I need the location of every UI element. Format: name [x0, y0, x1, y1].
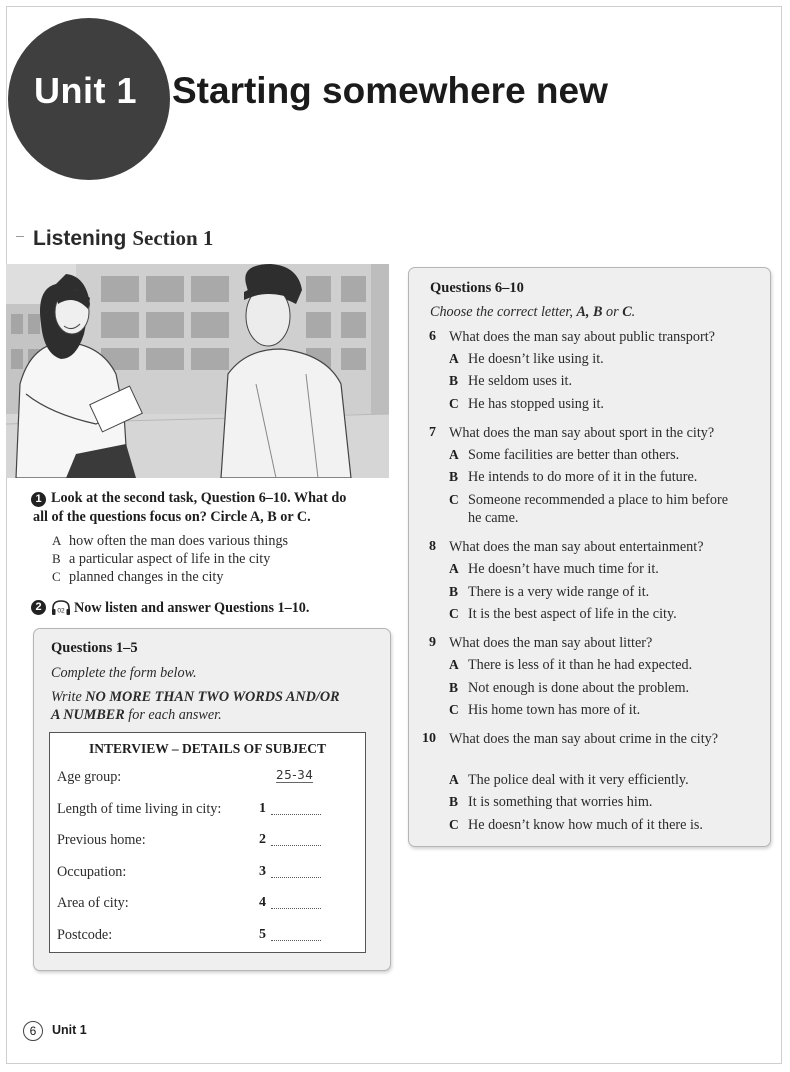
- task-2-number-badge: 2: [31, 600, 46, 615]
- heading-mark: [16, 236, 24, 237]
- section-label: Section 1: [132, 226, 214, 250]
- option-letter[interactable]: A: [449, 657, 459, 672]
- questions-1-5-instruction-2: [51, 689, 340, 706]
- option-text[interactable]: It is the best aspect of life in the city.: [468, 606, 677, 622]
- questions-1-5-instruction-1: Complete the form below.: [51, 665, 197, 681]
- form-label-previous-home: Previous home:: [57, 832, 146, 848]
- option-text: how often the man does various things: [69, 533, 289, 549]
- option-letter[interactable]: C: [449, 606, 459, 621]
- option-letter[interactable]: C: [449, 492, 459, 507]
- answer-number: 5: [259, 927, 266, 942]
- task-2-instruction: Now listen and answer Questions 1–10.: [74, 600, 310, 616]
- task-1-number-badge: 1: [31, 492, 46, 507]
- option-letter[interactable]: A: [449, 351, 459, 366]
- option-text[interactable]: There is a very wide range of it.: [468, 584, 650, 600]
- question-number: 10: [422, 731, 436, 746]
- question-text: What does the man say about sport in the city?: [449, 425, 715, 441]
- question-number: 7: [429, 425, 436, 440]
- form-label-postcode: Postcode:: [57, 927, 113, 943]
- page-number: 6: [23, 1021, 43, 1041]
- handwritten-answer: 25-34: [276, 768, 314, 782]
- option-letter[interactable]: C: [449, 817, 459, 832]
- question-number: 6: [429, 329, 436, 344]
- illustration-interview: [6, 264, 389, 478]
- answer-blank-2[interactable]: [271, 845, 321, 846]
- answer-number: 2: [259, 832, 266, 847]
- option-letter[interactable]: A: [449, 772, 459, 787]
- option-letter[interactable]: A: [449, 561, 459, 576]
- option-letter[interactable]: A: [449, 447, 459, 462]
- option-letter[interactable]: C: [449, 396, 459, 411]
- headphones-icon[interactable]: [51, 599, 71, 616]
- form-label-age-group: Age group:: [57, 769, 122, 785]
- task-1-instruction-line-2: all of the questions focus on? Circle A, B or C.: [33, 509, 311, 525]
- option-letter: A: [52, 533, 62, 548]
- instruction-text: or: [602, 304, 623, 320]
- task-1-option[interactable]: [52, 569, 223, 586]
- footer-unit-label: Unit 1: [52, 1023, 87, 1037]
- option-text[interactable]: He doesn’t have much time for it.: [468, 561, 659, 577]
- option-text[interactable]: He doesn’t know how much of it there is.: [468, 817, 703, 833]
- option-letter[interactable]: B: [449, 794, 459, 809]
- option-text[interactable]: He has stopped using it.: [468, 396, 604, 412]
- answer-blank-1[interactable]: [271, 814, 321, 815]
- option-letter[interactable]: C: [449, 702, 459, 717]
- instruction-text: .: [631, 304, 636, 320]
- task-1-option[interactable]: [52, 551, 270, 568]
- question-text: What does the man say about public transport?: [449, 329, 715, 345]
- option-text: planned changes in the city: [69, 569, 224, 585]
- option-text[interactable]: He doesn’t like using it.: [468, 351, 604, 367]
- questions-6-10-heading: Questions 6–10: [430, 280, 524, 296]
- answer-blank-3[interactable]: [271, 877, 321, 878]
- option-text: a particular aspect of life in the city: [69, 551, 271, 567]
- answer-number: 1: [259, 801, 266, 816]
- listening-heading: Listening: [33, 227, 127, 250]
- instruction-emphasis: A, B: [576, 304, 603, 320]
- answer-number: 4: [259, 895, 266, 910]
- question-text: What does the man say about entertainment?: [449, 539, 704, 555]
- question-number: 9: [429, 635, 436, 650]
- task-1-instruction-line-1: Look at the second task, Question 6–10. What do: [51, 490, 347, 506]
- instruction-text: Write: [51, 689, 86, 705]
- option-text[interactable]: Someone recommended a place to him before he came.: [468, 492, 729, 526]
- unit-title: Starting somewhere new: [172, 70, 608, 111]
- option-text[interactable]: Some facilities are better than others.: [468, 447, 680, 463]
- question-text: What does the man say about litter?: [449, 635, 653, 651]
- questions-1-5-heading: Questions 1–5: [51, 640, 138, 656]
- instruction-emphasis: C: [622, 304, 632, 320]
- unit-label: Unit 1: [34, 70, 138, 111]
- section-heading: [33, 226, 213, 251]
- form-label-length-of-time: Length of time living in city:: [57, 801, 222, 817]
- option-text[interactable]: It is something that worries him.: [468, 794, 653, 810]
- answer-blank-5[interactable]: [271, 940, 321, 941]
- question-number: 8: [429, 539, 436, 554]
- instruction-text: Choose the correct letter,: [430, 304, 577, 320]
- question-text: What does the man say about crime in the city?: [449, 731, 719, 747]
- option-letter: C: [52, 569, 61, 584]
- option-letter[interactable]: B: [449, 469, 459, 484]
- form-title: INTERVIEW – DETAILS OF SUBJECT: [88, 741, 327, 756]
- task-1-option[interactable]: [52, 533, 288, 550]
- instruction-text: for each answer.: [124, 707, 222, 723]
- option-letter: B: [52, 551, 61, 566]
- option-text[interactable]: Not enough is done about the problem.: [468, 680, 690, 696]
- audio-track-number: 02: [57, 607, 65, 615]
- option-text[interactable]: His home town has more of it.: [468, 702, 641, 718]
- option-text[interactable]: He seldom uses it.: [468, 373, 573, 389]
- questions-6-10-instruction: [430, 304, 635, 321]
- option-letter[interactable]: B: [449, 373, 459, 388]
- option-text[interactable]: He intends to do more of it in the future.: [468, 469, 698, 485]
- form-label-area-of-city: Area of city:: [57, 895, 129, 911]
- answer-number: 3: [259, 864, 266, 879]
- option-letter[interactable]: B: [449, 584, 459, 599]
- form-label-occupation: Occupation:: [57, 864, 127, 880]
- questions-1-5-instruction-3: [51, 707, 222, 724]
- instruction-emphasis: A NUMBER: [51, 707, 125, 723]
- option-text[interactable]: The police deal with it very efficiently.: [468, 772, 689, 788]
- option-letter[interactable]: B: [449, 680, 459, 695]
- answer-blank-4[interactable]: [271, 908, 321, 909]
- instruction-emphasis: NO MORE THAN TWO WORDS AND/OR: [85, 689, 340, 705]
- option-text[interactable]: There is less of it than he had expected.: [468, 657, 693, 673]
